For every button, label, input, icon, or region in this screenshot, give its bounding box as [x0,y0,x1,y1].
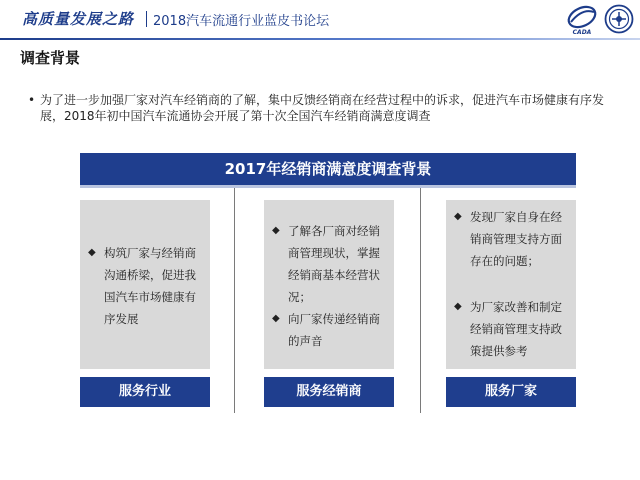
column-footer-industry: 服务行业 [80,377,210,407]
column-footer-dealer: 服务经销商 [264,377,394,407]
diamond-bullet-icon: ◆ [272,313,280,324]
column-divider-1 [234,188,235,413]
cada-logo-text: CADA [572,29,592,36]
list-item: ◆ 了解各厂商对经销商管理现状，掌握经销商基本经营状况； [272,220,390,308]
diamond-bullet-icon: ◆ [454,211,462,222]
header-slogan: 高质量发展之路 [22,10,135,28]
cada-logo-icon [565,4,599,36]
diamond-bullet-icon: ◆ [88,247,96,258]
column-footer-manufacturer: 服务厂家 [446,377,576,407]
diamond-bullet-icon: ◆ [272,225,280,236]
column-divider-2 [420,188,421,413]
list-item: ◆ 为厂家改善和制定经销商管理支持政策提供参考 [454,296,572,362]
emblem-logo-icon [604,4,634,34]
header-rule [0,38,640,40]
forum-title: 2018汽车流通行业蓝皮书论坛 [153,14,330,29]
intro-text: 为了进一步加强厂家对汽车经销商的了解，集中反馈经销商在经营过程中的诉求，促进汽车市场健康有序发展，2018年初中国汽车流通协会开展了第十次全国汽车经销商满意度调查 [40,93,605,123]
intro-paragraph [28,92,618,124]
header [0,0,640,40]
list-item: ◆ 向厂家传递经销商的声音 [272,308,390,352]
list-item: ◆ 发现厂家自身在经销商管理支持方面存在的问题； [454,206,572,272]
list-item: ◆ 构筑厂家与经销商沟通桥梁，促进我国汽车市场健康有序发展 [88,242,204,330]
column-box-dealer [264,200,394,369]
section-banner: 2017年经销商满意度调查背景 [80,153,576,185]
bullet-dot-icon: • [28,93,36,107]
diamond-bullet-icon: ◆ [454,301,462,312]
column-box-industry [80,200,210,369]
page-title: 调查背景 [20,49,81,67]
header-divider [146,11,147,27]
banner-underline [80,185,576,188]
column-box-manufacturer [446,200,576,369]
